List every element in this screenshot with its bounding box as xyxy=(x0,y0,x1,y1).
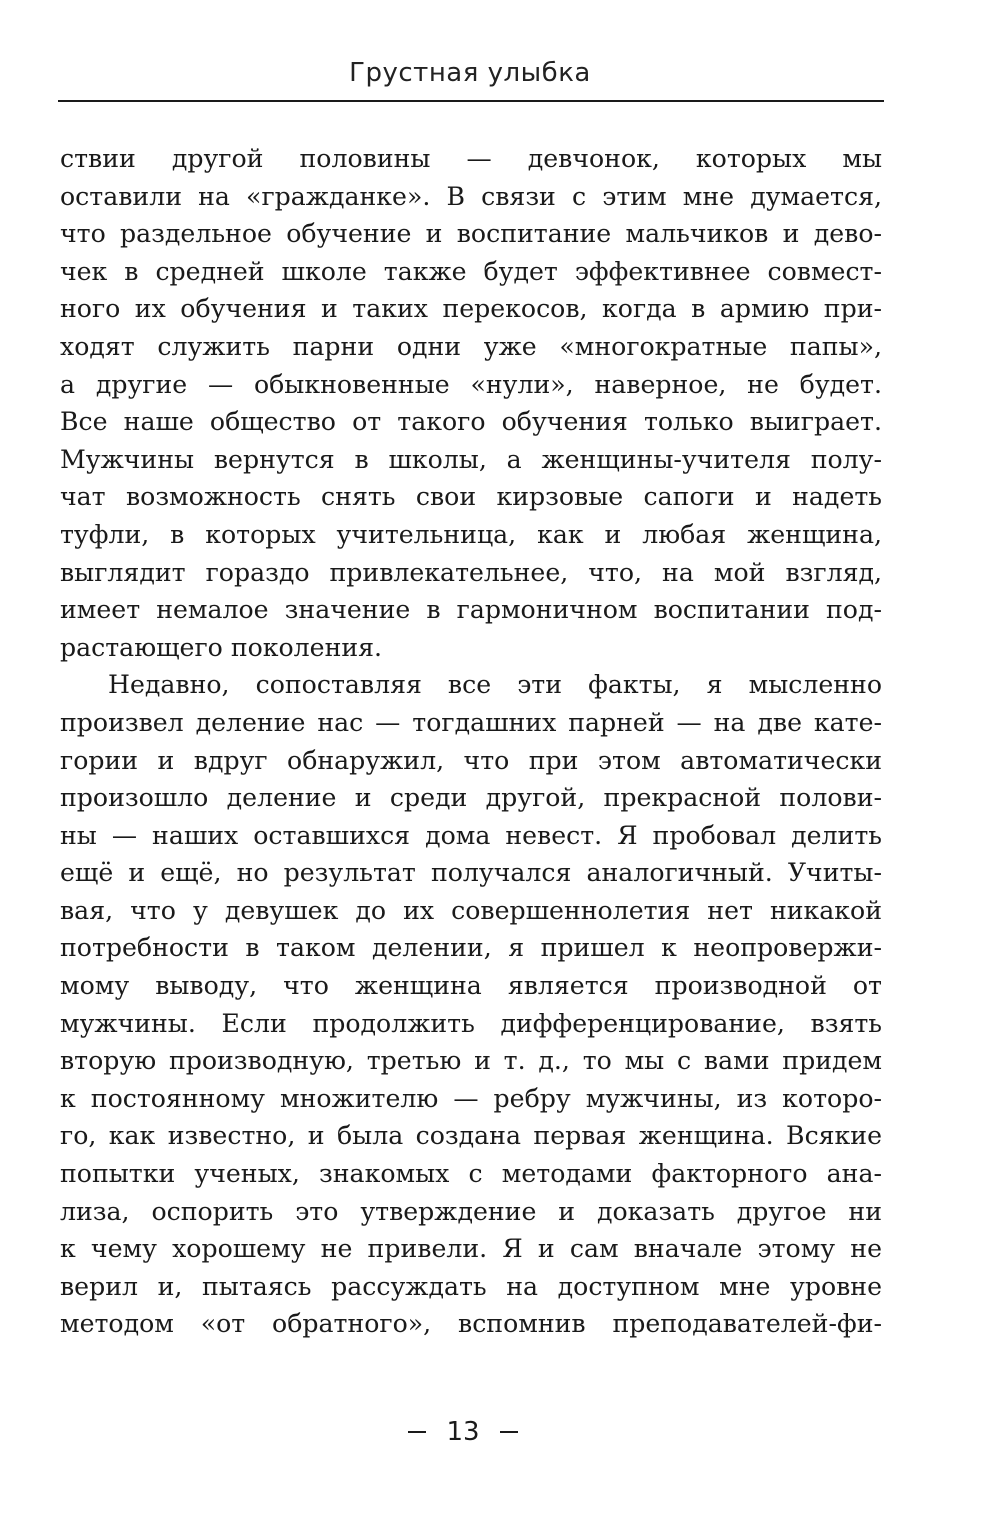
header-rule xyxy=(58,100,884,102)
text-line: ны — наших оставшихся дома невест. Я пробовал делить xyxy=(60,820,882,850)
text-line: туфли, в которых учительница, как и любая женщина, xyxy=(60,519,882,549)
folio-dash-left xyxy=(408,1431,426,1433)
text-line: попытки ученых, знакомых с методами факторного ана- xyxy=(60,1159,882,1189)
text-line: чек в средней школе также будет эффективнее совмест- xyxy=(60,256,882,286)
text-line: произошло деление и среди другой, прекрасной полови- xyxy=(60,783,882,813)
paragraph-end-line: растающего поколения. xyxy=(60,632,383,662)
text-line: Все наше общество от такого обучения только выиграет. xyxy=(60,407,882,437)
text-line: к постоянному множителю — ребру мужчины, из которо- xyxy=(60,1083,882,1113)
text-line: гории и вдруг обнаружил, что при этом автоматически xyxy=(60,745,882,775)
text-line: вая, что у девушек до их совершеннолетия нет никакой xyxy=(60,895,882,925)
text-line: вторую производную, третью и т. д., то мы с вами придем xyxy=(60,1046,882,1076)
text-line: а другие — обыкновенные «нули», наверное, не будет. xyxy=(60,369,882,399)
text-line: верил и, пытаясь рассуждать на доступном мне уровне xyxy=(60,1271,882,1301)
text-line: ходят служить парни одни уже «многократные папы», xyxy=(60,331,882,361)
text-line: выглядит гораздо привлекательнее, что, на мой взгляд, xyxy=(60,557,882,587)
paragraph-first-line: Недавно, сопоставляя все эти факты, я мысленно xyxy=(108,670,882,700)
text-line: ного их обучения и таких перекосов, когда в армию при- xyxy=(60,294,882,324)
text-line: мужчины. Если продолжить дифференцирование, взять xyxy=(60,1008,882,1038)
folio-dash-right xyxy=(500,1431,518,1433)
text-line: ещё и ещё, но результат получался аналогичный. Учиты- xyxy=(60,858,882,888)
text-line: го, как известно, и была создана первая женщина. Всякие xyxy=(60,1121,882,1151)
page-number: 13 xyxy=(446,1417,480,1447)
text-line: оставили на «гражданке». В связи с этим мне думается, xyxy=(60,181,882,211)
body-text xyxy=(60,140,882,1343)
text-line: произвел деление нас — тогдашних парней — на две кате- xyxy=(60,707,882,737)
text-line: что раздельное обучение и воспитание мальчиков и дево- xyxy=(60,219,882,249)
text-line: имеет немалое значение в гармоничном воспитании под- xyxy=(60,595,882,625)
text-line: ствии другой половины — девчонок, которых мы xyxy=(60,144,882,173)
text-line: Мужчины вернутся в школы, а женщины-учителя полу- xyxy=(60,444,882,474)
text-line: потребности в таком делении, я пришел к неопровержи- xyxy=(60,933,882,963)
text-line: лиза, оспорить это утверждение и доказать другое ни xyxy=(60,1196,882,1226)
text-line: мому выводу, что женщина является производной от xyxy=(60,971,882,1001)
text-line: к чему хорошему не привели. Я и сам вначале этому не xyxy=(60,1234,882,1264)
text-line: чат возможность снять свои кирзовые сапоги и надеть xyxy=(60,482,882,512)
page-number-footer xyxy=(388,1412,538,1452)
text-line: методом «от обратного», вспомнив преподавателей-фи- xyxy=(60,1309,882,1339)
running-head-title: Грустная улыбка xyxy=(349,58,591,88)
